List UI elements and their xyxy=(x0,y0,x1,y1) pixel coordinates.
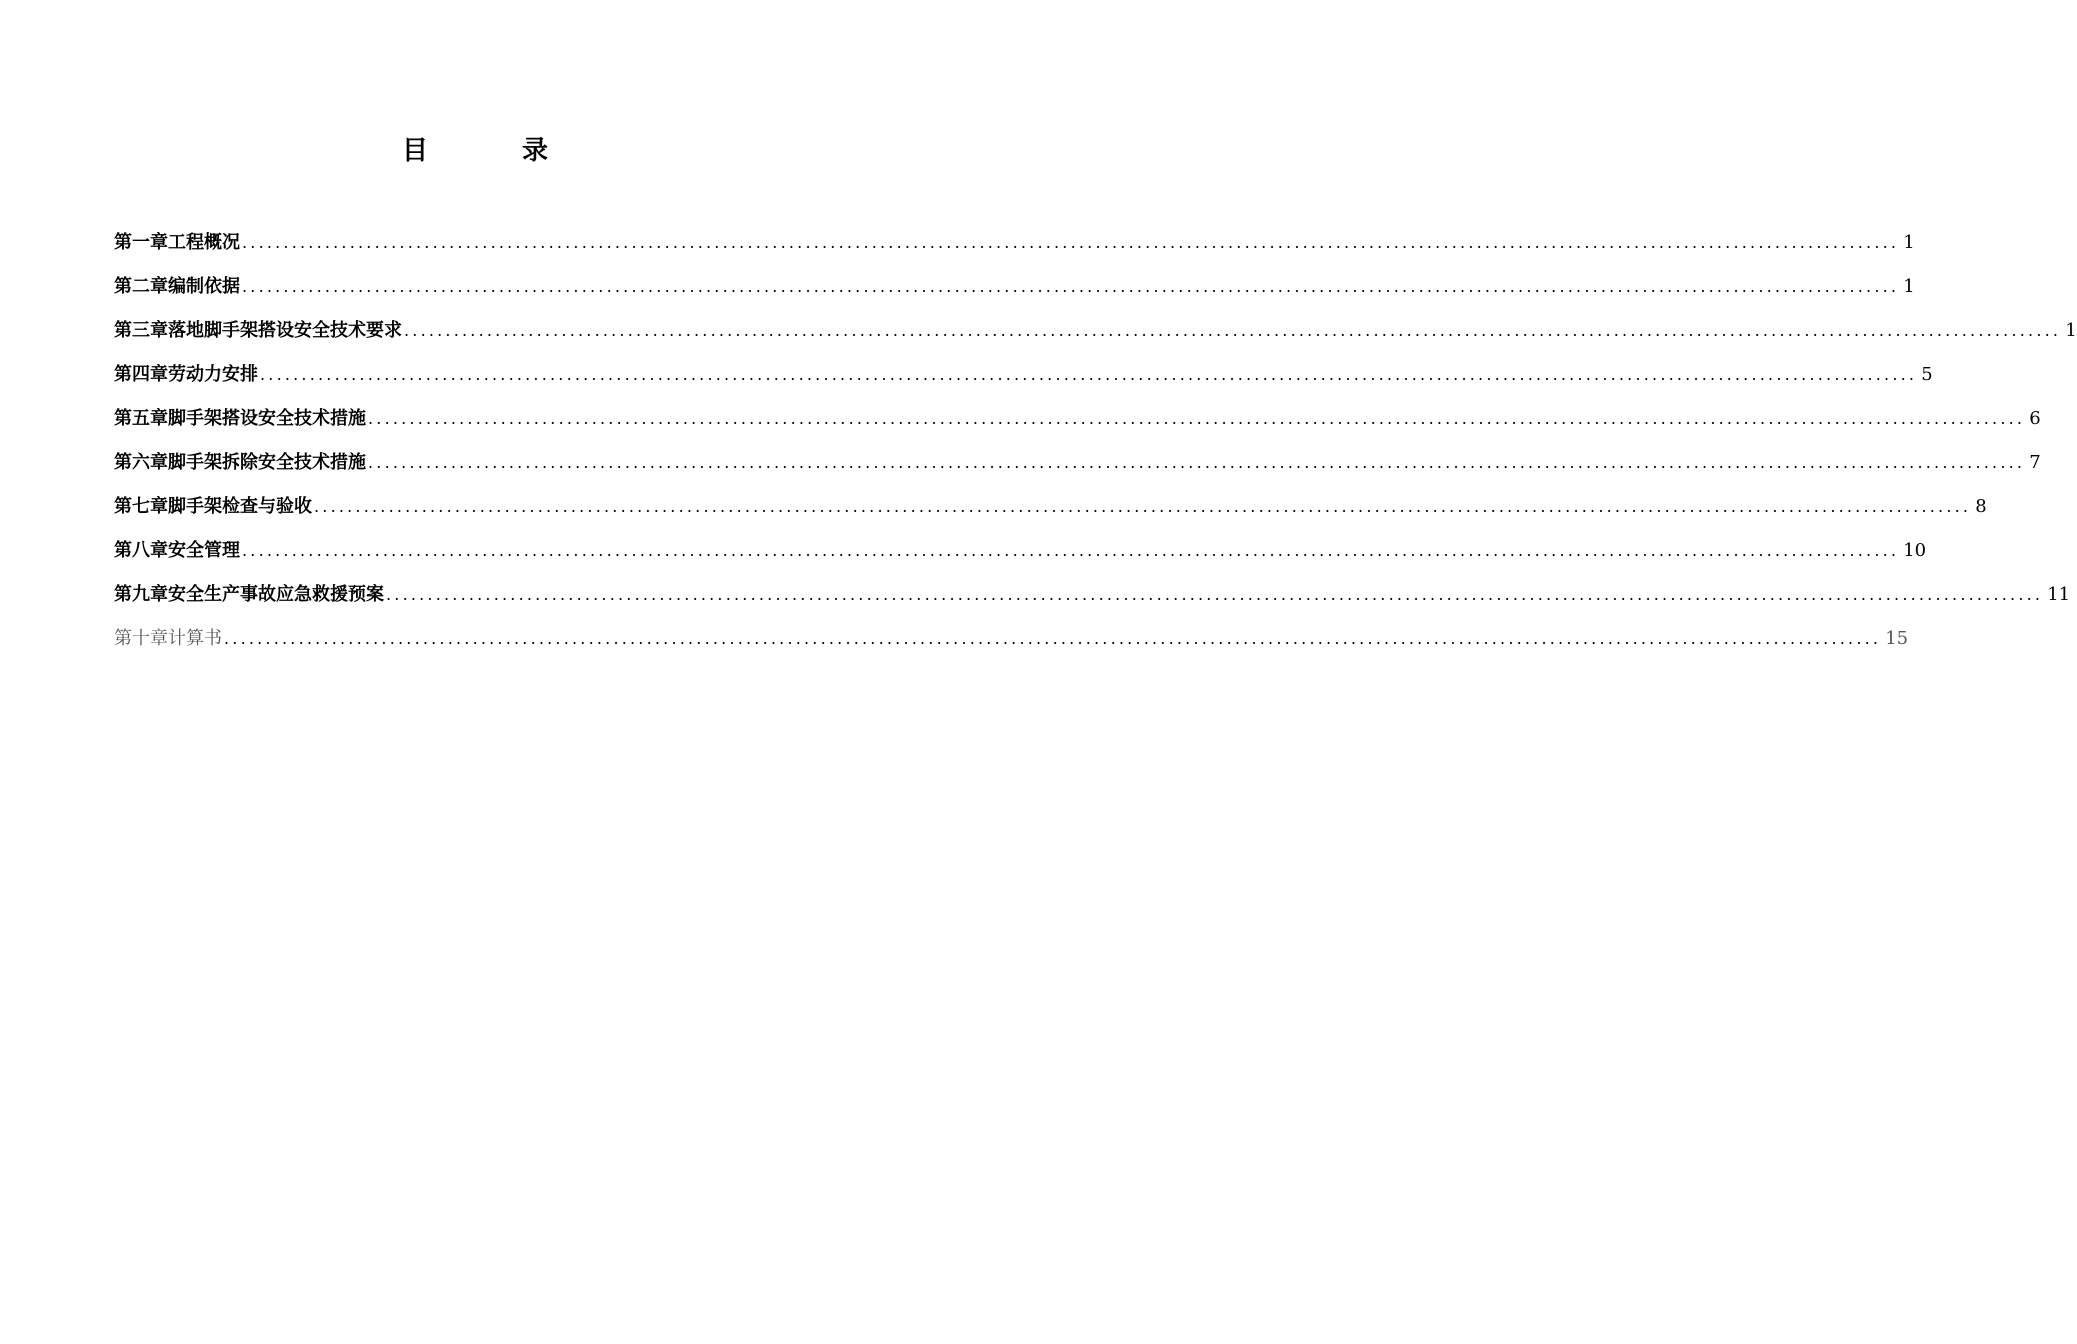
toc-chapter-title: 安全管理 xyxy=(168,540,240,561)
toc-entry[interactable] xyxy=(114,272,1915,316)
toc-dot-leader: ........................................................................................................................................................................................................ xyxy=(314,497,1972,516)
toc-dot-leader: ........................................................................................................................................................................................................ xyxy=(368,453,2026,472)
toc-chapter-number: 第五章 xyxy=(114,408,168,429)
toc-dot-leader: ........................................................................................................................................................................................................ xyxy=(368,409,2026,428)
toc-entry[interactable] xyxy=(114,580,2071,624)
toc-page-number: 15 xyxy=(1885,628,1909,649)
toc-chapter-number: 第八章 xyxy=(114,540,168,561)
table-of-contents xyxy=(114,228,2077,668)
toc-title: 目 录 xyxy=(401,136,582,166)
toc-chapter-title: 计算书 xyxy=(168,628,222,649)
toc-page-number: 10 xyxy=(1903,540,1927,561)
toc-page-number: 8 xyxy=(1975,496,1987,517)
toc-chapter-title: 安全生产事故应急救援预案 xyxy=(168,584,384,605)
toc-chapter-title: 落地脚手架搭设安全技术要求 xyxy=(168,320,402,341)
toc-entry[interactable] xyxy=(114,624,1909,668)
toc-chapter-number: 第六章 xyxy=(114,452,168,473)
toc-chapter-title: 编制依据 xyxy=(168,276,240,297)
toc-chapter-title: 劳动力安排 xyxy=(168,364,258,385)
toc-chapter-number: 第一章 xyxy=(114,232,168,253)
toc-page-number: 5 xyxy=(1921,364,1933,385)
toc-dot-leader: ........................................................................................................................................................................................................ xyxy=(242,277,1900,296)
toc-entry[interactable] xyxy=(114,536,1927,580)
toc-chapter-number: 第七章 xyxy=(114,496,168,517)
toc-chapter-number: 第二章 xyxy=(114,276,168,297)
toc-chapter-title: 工程概况 xyxy=(168,232,240,253)
toc-dot-leader: ........................................................................................................................................................................................................ xyxy=(242,541,1900,560)
toc-entry[interactable] xyxy=(114,316,2077,360)
toc-entry[interactable] xyxy=(114,492,1987,536)
toc-page-number: 11 xyxy=(2047,584,2071,605)
toc-entry[interactable] xyxy=(114,360,1933,404)
toc-chapter-number: 第三章 xyxy=(114,320,168,341)
toc-dot-leader: ........................................................................................................................................................................................................ xyxy=(242,233,1900,252)
toc-chapter-number: 第十章 xyxy=(114,628,168,649)
toc-chapter-number: 第九章 xyxy=(114,584,168,605)
toc-entry[interactable] xyxy=(114,448,2041,492)
toc-entry[interactable] xyxy=(114,228,1915,272)
toc-chapter-title: 脚手架拆除安全技术措施 xyxy=(168,452,366,473)
toc-page-number: 6 xyxy=(2029,408,2041,429)
toc-page-number: 1 xyxy=(2065,320,2077,341)
toc-chapter-title: 脚手架检查与验收 xyxy=(168,496,312,517)
toc-page-number: 1 xyxy=(1903,276,1915,297)
toc-dot-leader: ........................................................................................................................................................................................................ xyxy=(260,365,1918,384)
toc-dot-leader: ........................................................................................................................................................................................................ xyxy=(386,585,2044,604)
toc-chapter-title: 脚手架搭设安全技术措施 xyxy=(168,408,366,429)
toc-entry[interactable] xyxy=(114,404,2041,448)
toc-chapter-number: 第四章 xyxy=(114,364,168,385)
toc-page-number: 1 xyxy=(1903,232,1915,253)
toc-page-number: 7 xyxy=(2029,452,2041,473)
toc-dot-leader: ........................................................................................................................................................................................................ xyxy=(224,629,1882,648)
toc-dot-leader: ........................................................................................................................................................................................................ xyxy=(404,321,2062,340)
